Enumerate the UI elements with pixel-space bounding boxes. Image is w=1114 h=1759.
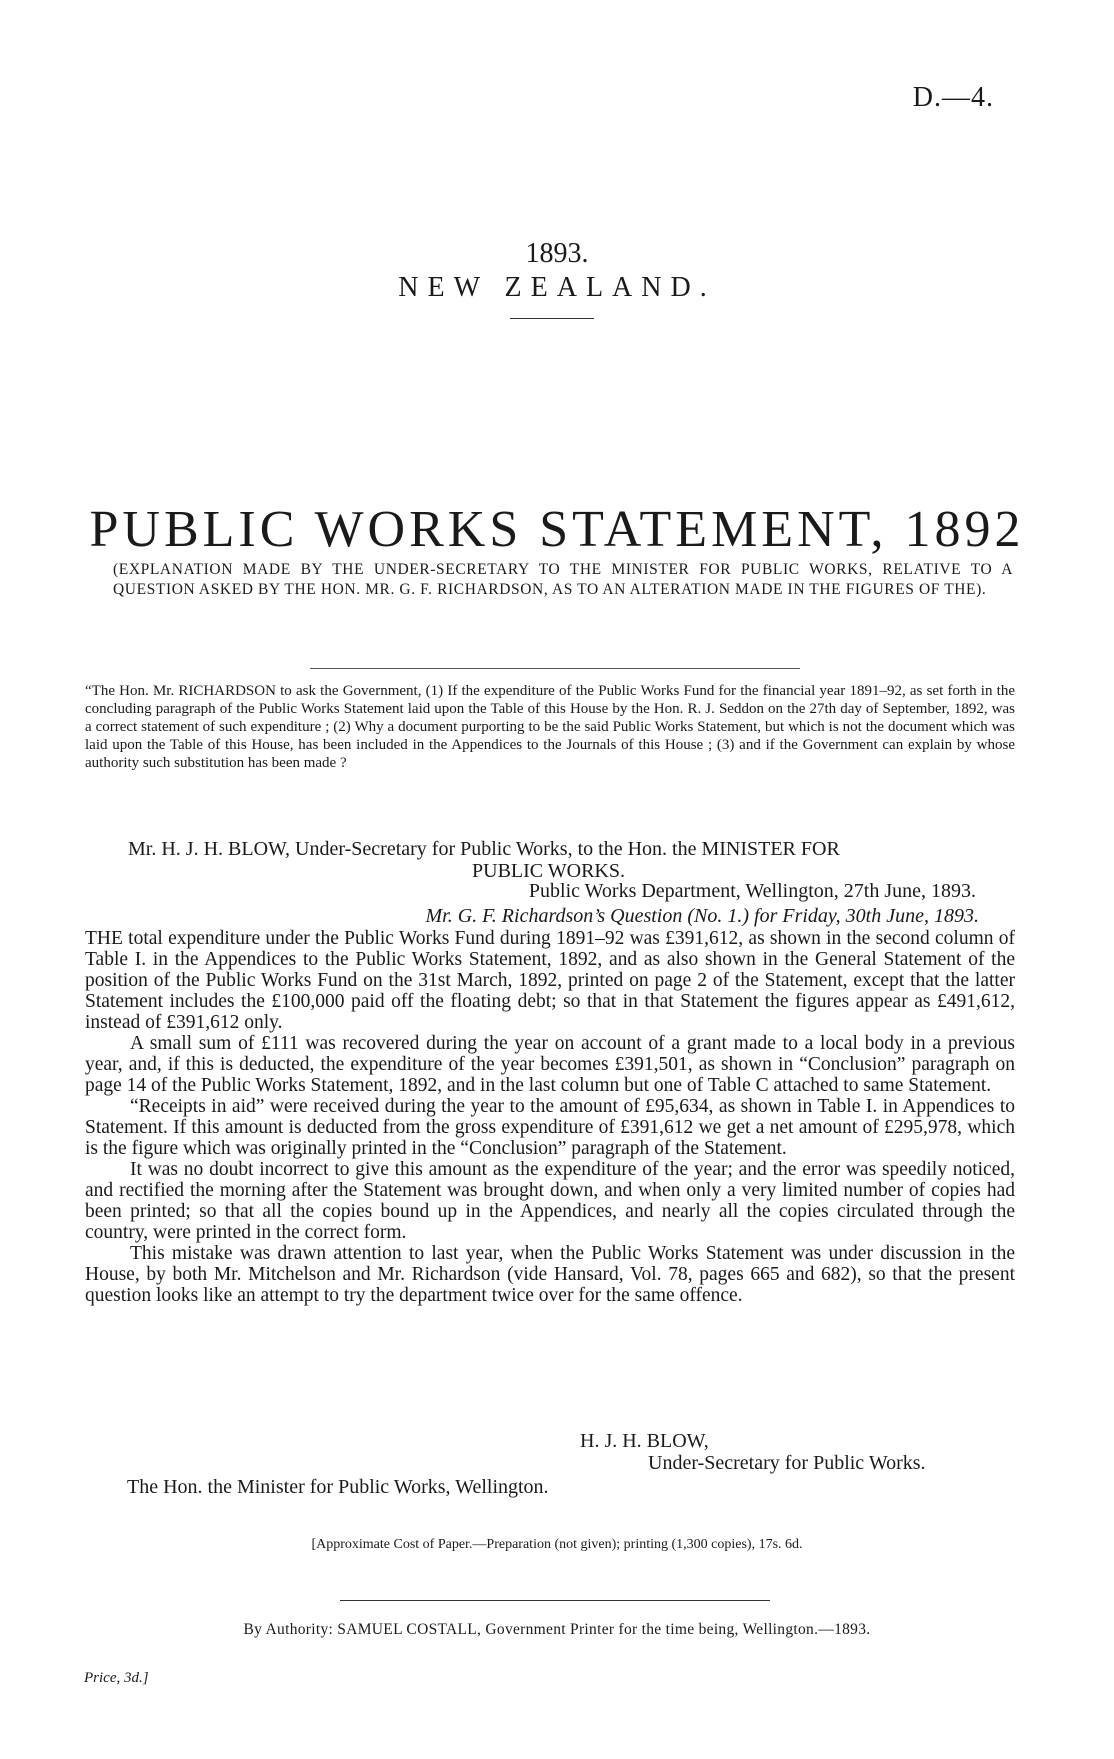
cost-note: [Approximate Cost of Paper.—Preparation (not given); printing (1,300 copies), 17s. 6d. xyxy=(311,1537,803,1552)
letter-paragraph-4: It was no doubt incorrect to give this amount as the expenditure of the year; and the error was speedily noticed, and rectified the morning after the Statement was brought down, and when only a very limited number of copies had been printed; so that all the copies bound up in the Appendices, and nearly all the copies circulated through the country, were printed in the correct form. xyxy=(85,1159,1015,1243)
letter-body xyxy=(85,928,1015,1306)
document-reference: D.—4. xyxy=(912,82,994,113)
letter-from-line-1: Mr. H. J. H. BLOW, Under-Secretary for Public Works, to the Hon. the MINISTER FOR xyxy=(128,838,840,860)
letter-subject: Mr. G. F. Richardson’s Question (No. 1.) for Friday, 30th June, 1893. xyxy=(425,905,979,927)
publication-year: 1893. xyxy=(525,238,589,269)
footer-divider xyxy=(340,1600,770,1601)
country-heading: NEW ZEALAND. xyxy=(398,272,716,303)
signature-name: H. J. H. BLOW, xyxy=(580,1430,709,1452)
letter-addressee: The Hon. the Minister for Public Works, Wellington. xyxy=(127,1476,549,1498)
letter-paragraph-1: THE total expenditure under the Public Works Fund during 1891–92 was £391,612, as shown in the second column of Table I. in the Appendices to the Public Works Statement, 1892, and as also shown in the General Statement of the position of the Public Works Fund on the 31st March, 1892, printed on page 2 of the Statement, except that the latter Statement includes the £100,000 paid off the floating debt; so that in that Statement the figures appear as £491,612, instead of £391,612 only. xyxy=(85,928,1015,1033)
document-title: PUBLIC WORKS STATEMENT, 1892 xyxy=(89,501,1025,558)
section-divider xyxy=(310,668,800,669)
price-note: Price, 3d.] xyxy=(84,1670,149,1686)
letter-paragraph-2: A small sum of £111 was recovered during the year on account of a grant made to a local body in a previous year, and, if this is deducted, the expenditure of the year becomes £391,501, as shown in “Conclusion” paragraph on page 14 of the Public Works Statement, 1892, and in the last column but one of Table C attached to same Statement. xyxy=(85,1033,1015,1096)
letter-from xyxy=(128,838,1008,882)
parliamentary-question: “The Hon. Mr. RICHARDSON to ask the Government, (1) If the expenditure of the Public Works Fund for the financial year 1891–92, as set forth in the concluding paragraph of the Public Works Statement laid upon the Table of this House by the Hon. R. J. Seddon on the 27th day of September, 1892, was a correct statement of such expenditure ; (2) Why a document purporting to be the said Public Works Statement, but which is not the document which was laid upon the Table of this House, has been included in the Appendices to the Journals of this House ; (3) and if the Government can explain by whose authority such substitution has been made ? xyxy=(85,683,1015,771)
printer-imprint: By Authority: SAMUEL COSTALL, Government Printer for the time being, Wellington.—1893. xyxy=(243,1621,871,1638)
header-divider xyxy=(510,318,594,319)
letter-paragraph-3: “Receipts in aid” were received during the year to the amount of £95,634, as shown in Table I. in Appendices to Statement. If this amount is deducted from the gross expenditure of £391,612 we get a net amount of £295,978, which is the figure which was originally printed in the “Conclusion” paragraph of the Statement. xyxy=(85,1096,1015,1159)
document-subtitle: (EXPLANATION MADE BY THE UNDER-SECRETARY TO THE MINISTER FOR PUBLIC WORKS, RELATIVE TO A QUESTION ASKED BY THE HON. MR. G. F. RICHARDSON, AS TO AN ALTERATION MADE IN THE FIGURES OF THE). xyxy=(113,561,1013,598)
letter-from-line-2: PUBLIC WORKS. xyxy=(472,860,625,882)
letter-paragraph-5: This mistake was drawn attention to last year, when the Public Works Statement was under discussion in the House, by both Mr. Mitchelson and Mr. Richardson (vide Hansard, Vol. 78, pages 665 and 682), so that the present question looks like an attempt to try the department twice over for the same offence. xyxy=(85,1243,1015,1306)
letter-dateline: Public Works Department, Wellington, 27th June, 1893. xyxy=(528,880,976,902)
signature-title: Under-Secretary for Public Works. xyxy=(648,1452,926,1474)
